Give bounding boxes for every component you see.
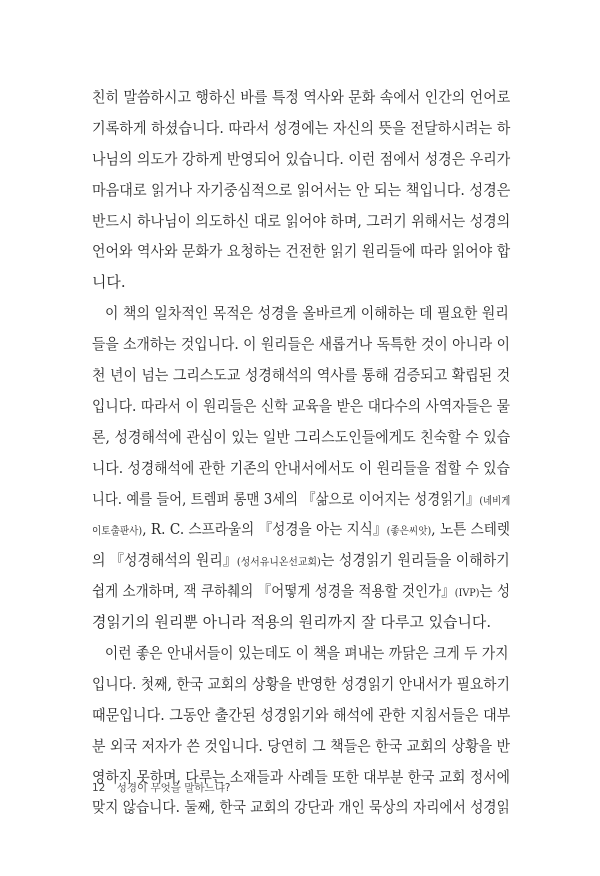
text-line <box>92 607 510 638</box>
text-segment: 언어와 역사와 문화가 요청하는 건전한 읽기 원리들에 따라 읽어야 합 <box>92 242 511 261</box>
text-segment: 쉽게 소개하며, 잭 쿠하췌의 『어떻게 성경을 적용할 것인가』 <box>92 582 455 601</box>
text-segment: 들을 소개하는 것입니다. 이 원리들은 새롭거나 독특한 것이 아니라 이 <box>92 335 511 354</box>
paragraph <box>92 298 510 638</box>
text-segment: 나님의 의도가 강하게 반영되어 있습니다. 이런 점에서 성경은 우리가 <box>92 149 511 168</box>
text-line <box>92 267 510 298</box>
text-segment: 는 성경읽기 원리들을 이해하기 <box>320 551 510 570</box>
text-line <box>92 700 511 731</box>
page-number: 12 <box>92 782 106 794</box>
text-line <box>92 576 511 607</box>
text-segment: 의 『성경해석의 원리』 <box>92 551 237 570</box>
text-segment: 친히 말씀하시고 행하신 바를 특정 역사와 문화 속에서 인간의 언어로 <box>92 88 511 106</box>
text-line <box>92 731 511 762</box>
text-segment: , R. C. 스프라울의 『성경을 아는 지식』 <box>142 520 387 539</box>
text-segment: 입니다. 따라서 이 원리들은 신학 교육을 받은 대다수의 사역자들은 물 <box>92 396 511 415</box>
publisher-note: (IVP) <box>454 587 480 600</box>
text-line <box>92 514 511 545</box>
text-segment: 론, 성경해석에 관심이 있는 일반 그리스도인들에게도 친숙할 수 있습 <box>92 427 511 446</box>
text-line <box>92 669 511 700</box>
text-line <box>92 329 511 360</box>
text-segment: 는 성 <box>479 582 511 601</box>
text-line <box>92 360 511 391</box>
text-segment: 이 책의 일차적인 목적은 성경을 올바르게 이해하는 데 필요한 원리 <box>105 304 509 323</box>
text-segment: 경읽기의 원리뿐 아니라 적용의 원리까지 잘 다루고 있습니다. <box>92 613 492 632</box>
text-segment: , 노튼 스테렛 <box>431 520 511 539</box>
text-line <box>92 391 511 422</box>
text-segment: 니다. <box>92 273 126 292</box>
paragraph <box>92 82 510 298</box>
body-text <box>92 82 510 823</box>
text-segment: 마음대로 읽거나 자기중심적으로 읽어서는 안 되는 책입니다. 성경은 <box>92 180 511 199</box>
publisher-note: (성서유니온선교회) <box>236 556 321 569</box>
page-footer <box>92 780 230 795</box>
text-line <box>92 298 509 329</box>
publisher-note: (네비게 <box>479 494 511 507</box>
text-line <box>92 144 511 175</box>
text-line <box>92 792 510 823</box>
text-line <box>92 113 511 144</box>
publisher-note: (좋은씨앗) <box>386 525 432 538</box>
publisher-note: 이토출판사) <box>92 525 143 538</box>
text-segment: 때문입니다. 그동안 출간된 성경읽기와 해석에 관한 지침서들은 대부 <box>92 705 511 724</box>
paragraph <box>92 638 510 823</box>
text-line <box>92 206 511 237</box>
text-segment: 분 외국 저자가 쓴 것입니다. 당연히 그 책들은 한국 교회의 상황을 반 <box>92 736 511 755</box>
text-line <box>92 638 509 669</box>
text-segment: 이런 좋은 안내서들이 있는데도 이 책을 펴내는 까닭은 크게 두 가지 <box>104 644 509 663</box>
text-line <box>92 175 511 206</box>
text-segment: 니다. 성경해석에 관한 기존의 안내서에서도 이 원리들을 접할 수 있습 <box>92 458 511 477</box>
text-segment: 입니다. 첫째, 한국 교회의 상황을 반영한 성경읽기 안내서가 필요하기 <box>92 674 511 693</box>
text-segment: 기록하게 하셨습니다. 따라서 성경에는 자신의 뜻을 전달하시려는 하 <box>92 118 511 137</box>
text-line <box>92 422 511 453</box>
text-line <box>92 453 511 484</box>
text-segment: 맞지 않습니다. 둘째, 한국 교회의 강단과 개인 묵상의 자리에서 성경읽 <box>92 798 510 817</box>
text-line <box>92 82 511 113</box>
text-line <box>92 484 511 515</box>
text-segment: 천 년이 넘는 그리스도교 성경해석의 역사를 통해 검증되고 확립된 것 <box>92 366 511 385</box>
text-line <box>92 545 510 576</box>
text-segment: 반드시 하나님이 의도하신 대로 읽어야 하며, 그러기 위해서는 성경의 <box>92 211 511 230</box>
text-segment: 니다. 예를 들어, 트렘퍼 롱맨 3세의 『삶으로 이어지는 성경읽기』 <box>92 489 480 508</box>
text-line <box>92 236 511 267</box>
running-title: 성경이 무엇을 말하느냐? <box>116 782 231 794</box>
text-segment: 영하지 못하며, 다루는 소재들과 사례들 또한 대부분 한국 교회 정서에 <box>92 767 511 786</box>
